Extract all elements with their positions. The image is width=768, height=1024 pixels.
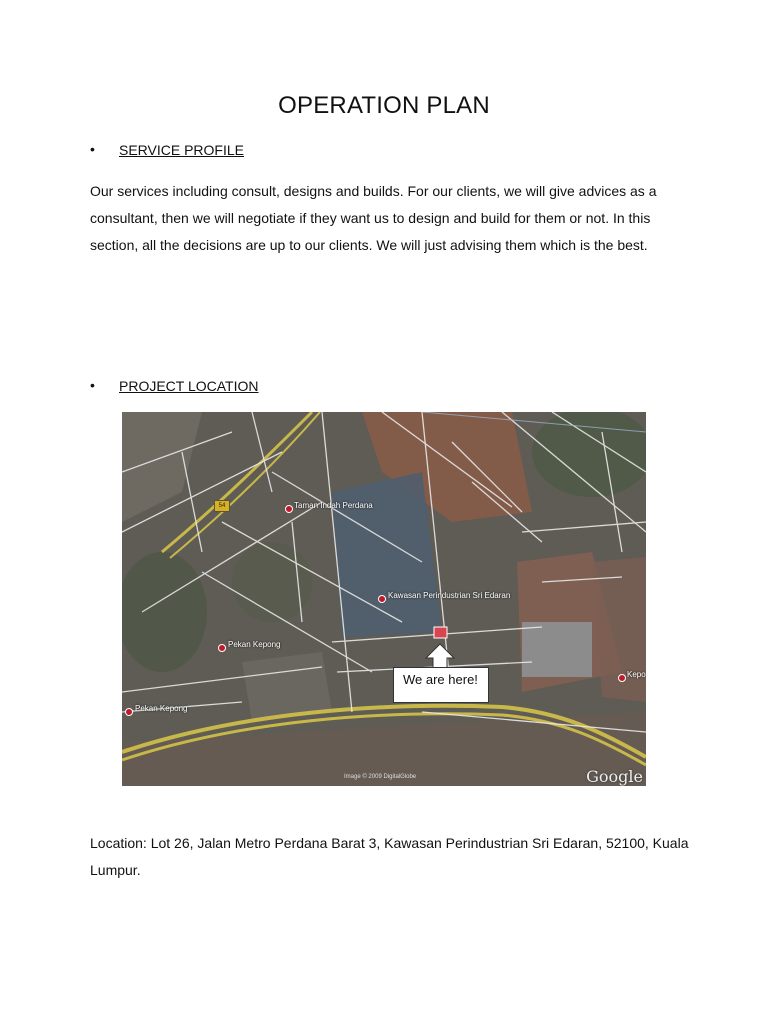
map-label-taman-indah-perdana: Taman Indah Perdana	[294, 501, 373, 510]
road-number-badge: 54	[214, 500, 230, 512]
satellite-map	[122, 412, 646, 786]
map-pin-icon[interactable]	[618, 674, 626, 682]
google-logo: Google	[586, 767, 643, 786]
map-label-pekan-kepong: Pekan Kepong	[135, 704, 188, 713]
map-label-kawasan-perindustrian: Kawasan Perindustrian Sri Edaran	[388, 591, 511, 600]
map-pin-icon[interactable]	[125, 708, 133, 716]
bullet-icon: •	[90, 141, 95, 157]
service-profile-heading: SERVICE PROFILE	[119, 142, 245, 158]
we-are-here-callout: We are here!	[393, 667, 489, 703]
project-location-heading: PROJECT LOCATION	[119, 378, 259, 394]
bullet-icon: •	[90, 377, 95, 393]
service-profile-paragraph: Our services including consult, designs and builds. For our clients, we will give advices as a consultant, then we will negotiate if they want us to design and build for them or not. In this section, all the decisions are up to our clients. We will just advising them which is the best.	[90, 183, 657, 253]
document-title: OPERATION PLAN	[278, 92, 490, 119]
map-label-pekan-kepong: Pekan Kepong	[228, 640, 281, 649]
location-address: Location: Lot 26, Jalan Metro Perdana Barat 3, Kawasan Perindustrian Sri Edaran, 52100, Kuala Lumpur.	[90, 835, 689, 878]
map-pin-icon[interactable]	[378, 595, 386, 603]
map-pin-icon[interactable]	[285, 505, 293, 513]
map-label-kepong: Kepo	[627, 670, 646, 679]
map-credit: Image © 2009 DigitalGlobe	[344, 774, 417, 780]
map-pin-icon[interactable]	[218, 644, 226, 652]
